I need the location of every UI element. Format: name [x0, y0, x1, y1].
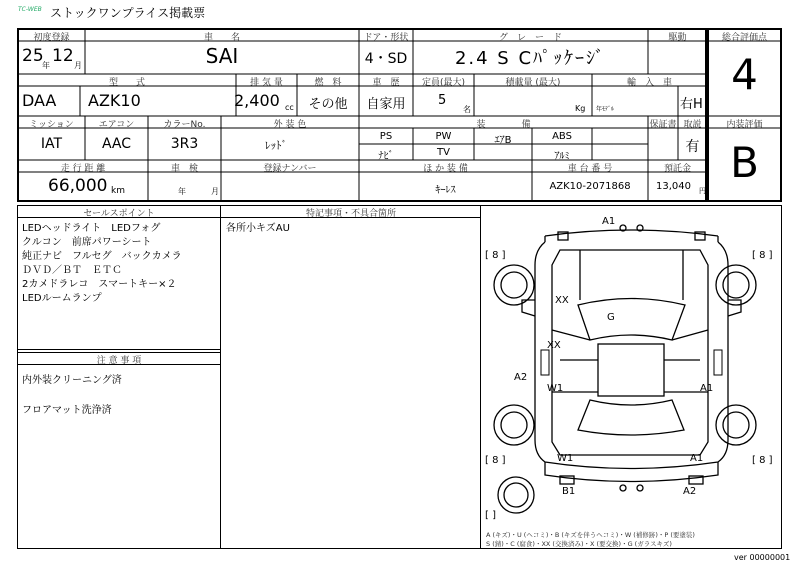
- manual-value: 有: [685, 139, 700, 155]
- other-equip-value: ｷｰﾚｽ: [435, 185, 456, 196]
- sales-points-label: セールスポイント: [83, 209, 155, 219]
- equip-pw: PW: [435, 131, 452, 142]
- sales-point-5: 2カメドラレコ スマートキー×２: [22, 279, 177, 290]
- note-3: フロアマット洗浄済: [22, 405, 112, 416]
- mileage-unit: km: [111, 186, 125, 196]
- deposit-value: 13,040: [656, 181, 691, 192]
- capacity-unit: 名: [463, 105, 471, 114]
- fuel-label: 燃 料: [314, 78, 342, 88]
- drive-label: 駆動: [668, 33, 687, 43]
- plate-label: 登録ナンバー: [263, 164, 317, 174]
- interior-score-value: B: [730, 138, 759, 187]
- aircon-label: エアコン: [98, 120, 135, 130]
- damage-roof: XX: [547, 340, 561, 351]
- deposit-label: 預託金: [663, 164, 691, 174]
- capacity-label: 定員(最大): [421, 78, 466, 88]
- grade-value: 2.4 S Cﾊﾟｯｹｰｼﾞ: [454, 48, 607, 69]
- damage-bracket-bl: [ 8 ]: [485, 455, 506, 466]
- color-no-value: 3R3: [170, 136, 199, 152]
- damage-bracket-tr: [ 8 ]: [752, 250, 773, 261]
- sales-point-1: LEDヘッドライト LEDフォグ: [22, 223, 161, 234]
- equip-abs: ABS: [552, 131, 572, 142]
- damage-left-front: A2: [514, 372, 528, 383]
- displacement-value: 2,400: [234, 91, 280, 110]
- first-reg-year: 25: [22, 46, 44, 66]
- equip-navi: ﾅﾋﾞ: [378, 151, 394, 162]
- sales-point-2: クルコン 前席パワーシート: [22, 237, 152, 248]
- chassis-value: AZK10-2071868: [549, 181, 631, 192]
- equip-alloy: ｱﾙﾐ: [554, 151, 570, 162]
- capacity-value: 5: [438, 93, 447, 108]
- ext-color-label: 外 装 色: [273, 120, 307, 130]
- equip-tv: TV: [437, 147, 450, 158]
- year-model-label: 年ﾓﾃﾞﾙ: [596, 106, 615, 113]
- load-label: 積載量 (最大): [505, 78, 561, 88]
- damage-left-door-rear: W1: [557, 453, 574, 464]
- type-prefix: DAA: [22, 91, 57, 110]
- color-no-label: カラーNo.: [163, 120, 206, 130]
- interior-label: 内装評価: [726, 120, 763, 130]
- warranty-label: 保証書: [649, 120, 677, 130]
- damage-rear-left: B1: [562, 486, 576, 497]
- equip-airbag: ｴｱB: [494, 135, 512, 146]
- first-reg-label: 初度登録: [33, 33, 70, 43]
- year-unit: 年: [42, 61, 50, 70]
- sales-point-6: LEDルームランプ: [22, 293, 102, 304]
- sales-point-3: 純正ナビ フルセグ バックカメラ: [22, 251, 182, 262]
- damage-bracket-bottom: [ ]: [485, 510, 496, 521]
- other-equip-label: ほ か 装 備: [423, 164, 468, 174]
- equipment-label: 装 備: [476, 120, 531, 130]
- version-label: ver 00000001: [734, 553, 791, 562]
- history-value: 自家用: [366, 97, 406, 112]
- type-value: AZK10: [88, 91, 141, 110]
- door-type-value: 4・SD: [364, 51, 408, 67]
- damage-bracket-br: [ 8 ]: [752, 455, 773, 466]
- remarks-label: 特記事項・不具合箇所: [305, 209, 396, 219]
- equip-ps: PS: [379, 131, 393, 142]
- note-1: 内外装クリーニング済: [22, 375, 122, 386]
- mission-value: IAT: [40, 136, 63, 152]
- damage-hood: XX: [555, 295, 569, 306]
- deposit-unit: 円: [699, 187, 706, 195]
- damage-left-door-front: W1: [547, 383, 564, 394]
- month-unit: 月: [74, 61, 82, 70]
- door-type-label: ドア・形状: [363, 33, 409, 43]
- overall-score-label: 総合評価点: [721, 33, 767, 43]
- car-name-value: SAI: [205, 44, 239, 68]
- damage-front: A1: [602, 216, 616, 227]
- legend-line-2: S (錆)・C (腐食)・XX (交換済み)・X (要交換)・G (ガラスキズ): [486, 540, 672, 548]
- ext-color-value: ﾚｯﾄﾞ: [265, 139, 287, 152]
- type-label: 型 式: [108, 78, 145, 88]
- load-unit: Kg: [575, 104, 586, 113]
- damage-right-door-front: A1: [700, 383, 714, 394]
- inspection-month-unit: 月: [211, 187, 219, 196]
- mission-label: ミッション: [29, 120, 74, 130]
- displacement-unit: cc: [285, 103, 294, 112]
- import-label: 輸 入 車: [626, 78, 672, 88]
- chassis-label: 車 台 番 号: [567, 164, 613, 174]
- notes-label: 注 意 事 項: [96, 356, 142, 366]
- mileage-label: 走 行 距 離: [60, 164, 106, 174]
- displacement-label: 排 気 量: [250, 78, 283, 88]
- first-reg-month: 12: [52, 46, 74, 66]
- car-name-label: 車 名: [203, 33, 240, 43]
- logo-icon: TC-WEB: [18, 6, 42, 13]
- sales-point-4: ＤＶＤ／ＢＴ ＥＴＣ: [22, 265, 122, 276]
- fuel-value: その他: [308, 97, 348, 112]
- damage-bracket-tl: [ 8 ]: [485, 250, 506, 261]
- damage-rear-right: A2: [683, 486, 697, 497]
- overall-score-value: 4: [731, 50, 758, 99]
- inspection-label: 車 検: [170, 164, 198, 174]
- aircon-value: AAC: [101, 136, 132, 152]
- damage-right-door-rear: A1: [690, 453, 704, 464]
- grade-label: グ レ ー ド: [498, 33, 562, 43]
- inspection-year-unit: 年: [178, 187, 186, 196]
- history-label: 車 歴: [372, 78, 400, 88]
- page-title: ストックワンプライス掲載票: [50, 6, 206, 20]
- mileage-value: 66,000: [48, 176, 108, 196]
- remark-1: 各所小キズAU: [226, 223, 290, 234]
- damage-windshield: G: [607, 312, 615, 323]
- steering-value: 右H: [680, 97, 703, 112]
- legend-line-1: A (キズ)・U (ヘコミ)・B (キズを伴うヘコミ)・W (補修跡)・P (要塗装): [486, 531, 695, 539]
- manual-label: 取説: [683, 120, 702, 130]
